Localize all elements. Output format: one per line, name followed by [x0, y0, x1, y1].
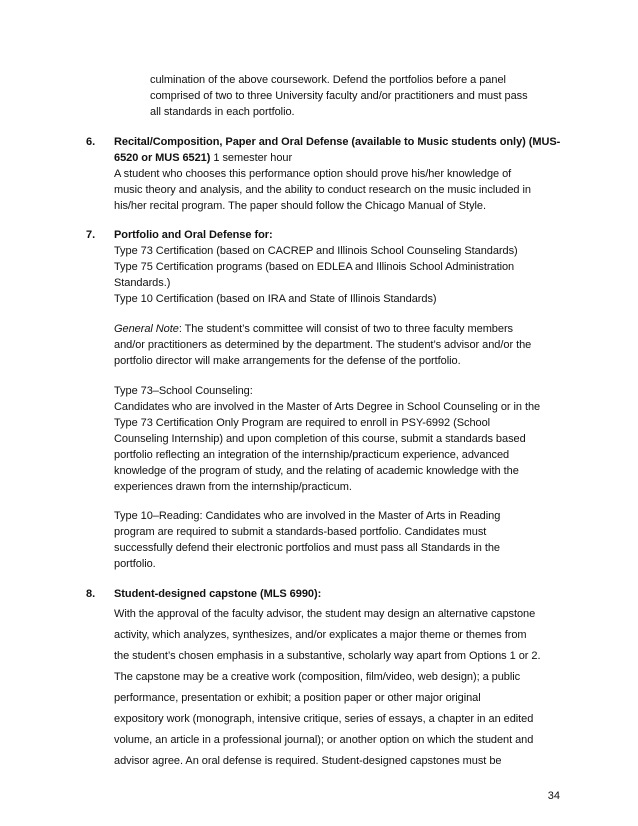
item-6-body-line: music theory and analysis, and the ability to conduct research on the music included in	[114, 184, 531, 196]
item-8-body-line: the student’s chosen emphasis in a substantive, scholarly way apart from Options 1 or 2.	[114, 650, 541, 662]
item-7-number: 7.	[86, 229, 96, 241]
item-8-body-line: volume, an article in a professional journal); or another option on which the student and	[114, 734, 534, 746]
cert-line: Standards.)	[114, 277, 171, 289]
continuation-line: comprised of two to three University faculty and/or practitioners and must pass	[150, 90, 528, 102]
general-note-line	[114, 322, 513, 337]
item-6-body-line: his/her recital program. The paper should follow the Chicago Manual of Style.	[114, 200, 486, 212]
type73-line: portfolio reflecting an integration of the internship/practicum experience, advanced	[114, 449, 510, 461]
item-8-body-line: expository work (monograph, intensive critique, series of essays, a chapter in an edited	[114, 713, 534, 725]
page-number: 34	[547, 790, 560, 802]
general-note-label: General Note	[114, 323, 179, 335]
type73-heading: Type 73–School Counseling:	[114, 385, 253, 397]
item-6-title: Recital/Composition, Paper and Oral Defense (available to Music students only) (MUS-	[114, 136, 561, 148]
item-7-title: Portfolio and Oral Defense for:	[114, 229, 273, 241]
continuation-line: all standards in each portfolio.	[150, 106, 295, 118]
item-8-body-line: activity, which analyzes, synthesizes, and/or explicates a major theme or themes from	[114, 629, 527, 641]
item-6-number: 6.	[86, 136, 96, 148]
item-8-body-line: advisor agree. An oral defense is required. Student-designed capstones must be	[114, 755, 502, 767]
item-6-body-line: A student who chooses this performance option should prove his/her knowledge of	[114, 168, 512, 180]
type73-line: experiences drawn from the internship/practicum.	[114, 481, 352, 493]
item-6-credit: 1 semester hour	[210, 152, 293, 164]
type10-line: successfully defend their electronic portfolios and must pass all Standards in the	[114, 542, 500, 554]
item-8-title: Student-designed capstone (MLS 6990):	[114, 588, 322, 600]
item-6-course: 6520 or MUS 6521)	[114, 152, 211, 164]
item-8-body-line: The capstone may be a creative work (composition, film/video, web design); a public	[114, 671, 521, 683]
general-note-line: portfolio director will make arrangements for the defense of the portfolio.	[114, 355, 461, 367]
type10-line: Type 10–Reading: Candidates who are involved in the Master of Arts in Reading	[114, 510, 501, 522]
type73-line: Counseling Internship) and upon completion of this course, submit a standards based	[114, 433, 526, 445]
general-note-text: : The student’s committee will consist of two to three faculty members	[178, 323, 514, 335]
general-note-line: and/or practitioners as determined by the department. The student’s advisor and/or the	[114, 339, 532, 351]
type73-line: Type 73 Certification Only Program are required to enroll in PSY-6992 (School	[114, 417, 491, 429]
continuation-line: culmination of the above coursework. Defend the portfolios before a panel	[150, 74, 506, 86]
item-8-number: 8.	[86, 588, 96, 600]
cert-line: Type 10 Certification (based on IRA and State of Illinois Standards)	[114, 293, 437, 305]
cert-line: Type 75 Certification programs (based on EDLEA and Illinois School Administration	[114, 261, 515, 273]
item-8-body-line: With the approval of the faculty advisor, the student may design an alternative capstone	[114, 608, 536, 620]
cert-line: Type 73 Certification (based on CACREP and Illinois School Counseling Standards)	[114, 245, 518, 257]
type73-line: Candidates who are involved in the Master of Arts Degree in School Counseling or in the	[114, 401, 541, 413]
type10-line: program are required to submit a standards-based portfolio. Candidates must	[114, 526, 487, 538]
type73-line: knowledge of the program of study, and the relating of academic knowledge with the	[114, 465, 519, 477]
item-8-body-line: performance, presentation or exhibit; a position paper or other major original	[114, 692, 481, 704]
type10-line: portfolio.	[114, 558, 156, 570]
item-6-title-cont	[114, 151, 292, 166]
